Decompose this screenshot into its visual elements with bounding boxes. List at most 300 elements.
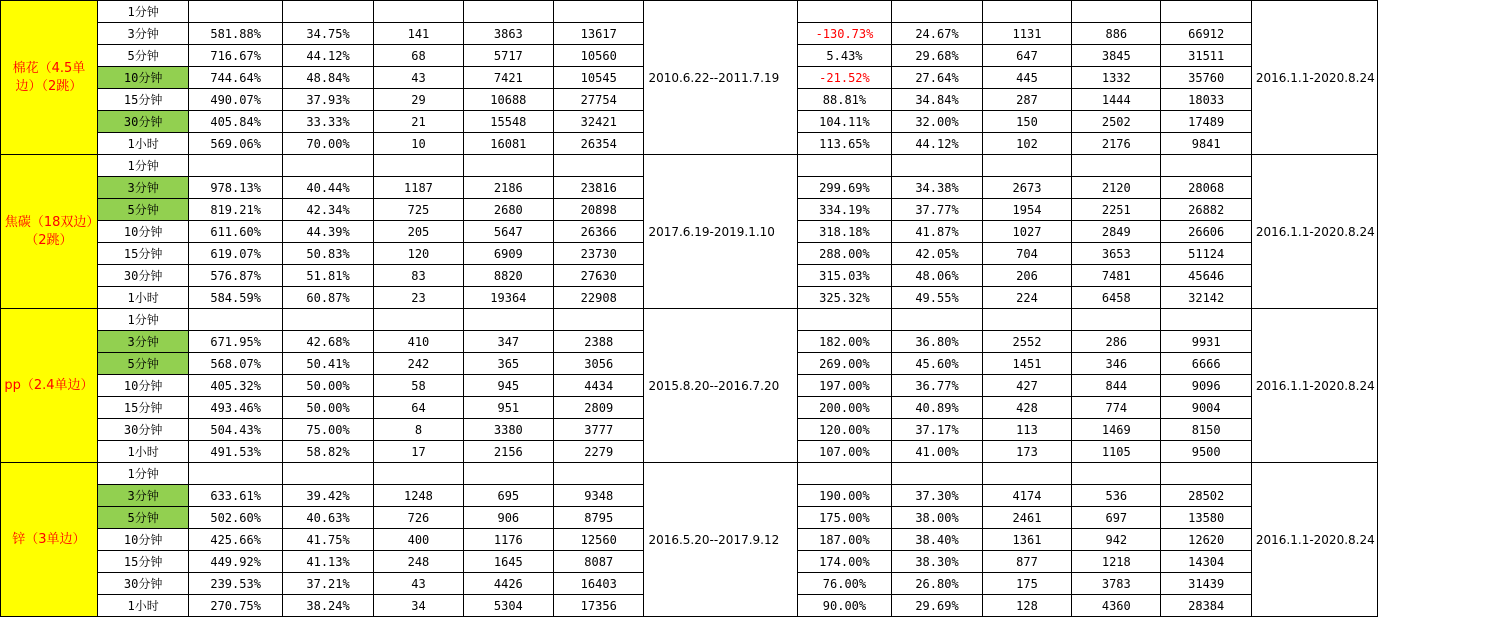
- instrument-name-cell[interactable]: 棉花（4.5单边）（2跳）: [1, 1, 98, 155]
- metric-a-cell[interactable]: 10545: [554, 67, 644, 89]
- metric-a-cell[interactable]: 22908: [554, 287, 644, 309]
- metric-b-cell[interactable]: 14304: [1161, 551, 1251, 573]
- metric-a-cell[interactable]: [463, 463, 553, 485]
- metric-b-cell[interactable]: 76.00%: [797, 573, 891, 595]
- metric-a-cell[interactable]: [374, 309, 463, 331]
- metric-a-cell[interactable]: 619.07%: [189, 243, 282, 265]
- metric-a-cell[interactable]: 83: [374, 265, 463, 287]
- metric-b-cell[interactable]: [982, 155, 1071, 177]
- metric-b-cell[interactable]: 9931: [1161, 331, 1251, 353]
- metric-a-cell[interactable]: 906: [463, 507, 553, 529]
- metric-b-cell[interactable]: 9500: [1161, 441, 1251, 463]
- metric-a-cell[interactable]: 493.46%: [189, 397, 282, 419]
- metric-a-cell[interactable]: 40.44%: [282, 177, 373, 199]
- metric-b-cell[interactable]: [1161, 155, 1251, 177]
- metric-b-cell[interactable]: 2849: [1072, 221, 1161, 243]
- metric-b-cell[interactable]: 31511: [1161, 45, 1251, 67]
- metric-b-cell[interactable]: 4174: [982, 485, 1071, 507]
- instrument-name-cell[interactable]: pp（2.4单边）: [1, 309, 98, 463]
- metric-a-cell[interactable]: 248: [374, 551, 463, 573]
- metric-b-cell[interactable]: 28384: [1161, 595, 1251, 617]
- metric-a-cell[interactable]: 23: [374, 287, 463, 309]
- metric-b-cell[interactable]: 42.05%: [892, 243, 983, 265]
- metric-a-cell[interactable]: 29: [374, 89, 463, 111]
- timeframe-cell[interactable]: 15分钟: [97, 243, 189, 265]
- metric-b-cell[interactable]: [1072, 155, 1161, 177]
- metric-a-cell[interactable]: 239.53%: [189, 573, 282, 595]
- metric-a-cell[interactable]: 10560: [554, 45, 644, 67]
- metric-b-cell[interactable]: [982, 309, 1071, 331]
- metric-b-cell[interactable]: 66912: [1161, 23, 1251, 45]
- metric-b-cell[interactable]: 38.40%: [892, 529, 983, 551]
- metric-b-cell[interactable]: 428: [982, 397, 1071, 419]
- metric-b-cell[interactable]: 325.32%: [797, 287, 891, 309]
- metric-a-cell[interactable]: 23730: [554, 243, 644, 265]
- metric-a-cell[interactable]: 695: [463, 485, 553, 507]
- metric-a-cell[interactable]: 7421: [463, 67, 553, 89]
- period-a-cell[interactable]: 2017.6.19-2019.1.10: [644, 155, 797, 309]
- metric-a-cell[interactable]: [282, 309, 373, 331]
- timeframe-cell[interactable]: 5分钟: [97, 353, 189, 375]
- metric-a-cell[interactable]: 819.21%: [189, 199, 282, 221]
- metric-b-cell[interactable]: -21.52%: [797, 67, 891, 89]
- metric-b-cell[interactable]: 40.89%: [892, 397, 983, 419]
- metric-b-cell[interactable]: 1451: [982, 353, 1071, 375]
- metric-a-cell[interactable]: [463, 1, 553, 23]
- metric-a-cell[interactable]: 744.64%: [189, 67, 282, 89]
- metric-b-cell[interactable]: 3845: [1072, 45, 1161, 67]
- metric-b-cell[interactable]: [1161, 309, 1251, 331]
- metric-b-cell[interactable]: [892, 1, 983, 23]
- metric-b-cell[interactable]: 7481: [1072, 265, 1161, 287]
- metric-a-cell[interactable]: 17356: [554, 595, 644, 617]
- metric-a-cell[interactable]: 64: [374, 397, 463, 419]
- metric-a-cell[interactable]: 33.33%: [282, 111, 373, 133]
- metric-a-cell[interactable]: 502.60%: [189, 507, 282, 529]
- metric-b-cell[interactable]: 9096: [1161, 375, 1251, 397]
- metric-a-cell[interactable]: 37.93%: [282, 89, 373, 111]
- metric-a-cell[interactable]: 1645: [463, 551, 553, 573]
- metric-a-cell[interactable]: 8: [374, 419, 463, 441]
- metric-a-cell[interactable]: 50.00%: [282, 397, 373, 419]
- metric-a-cell[interactable]: [189, 309, 282, 331]
- metric-a-cell[interactable]: 4434: [554, 375, 644, 397]
- metric-b-cell[interactable]: 41.00%: [892, 441, 983, 463]
- period-a-cell[interactable]: 2010.6.22--2011.7.19: [644, 1, 797, 155]
- metric-b-cell[interactable]: 31439: [1161, 573, 1251, 595]
- metric-a-cell[interactable]: 491.53%: [189, 441, 282, 463]
- metric-b-cell[interactable]: 27.64%: [892, 67, 983, 89]
- instrument-name-cell[interactable]: 焦碳（18双边）（2跳）: [1, 155, 98, 309]
- metric-b-cell[interactable]: 2251: [1072, 199, 1161, 221]
- metric-a-cell[interactable]: [282, 1, 373, 23]
- metric-a-cell[interactable]: 15548: [463, 111, 553, 133]
- timeframe-cell[interactable]: 10分钟: [97, 529, 189, 551]
- metric-a-cell[interactable]: 34.75%: [282, 23, 373, 45]
- metric-b-cell[interactable]: [797, 309, 891, 331]
- metric-b-cell[interactable]: 1105: [1072, 441, 1161, 463]
- metric-b-cell[interactable]: 1218: [1072, 551, 1161, 573]
- timeframe-cell[interactable]: 1小时: [97, 595, 189, 617]
- metric-b-cell[interactable]: 37.17%: [892, 419, 983, 441]
- metric-a-cell[interactable]: 141: [374, 23, 463, 45]
- metric-b-cell[interactable]: 697: [1072, 507, 1161, 529]
- metric-a-cell[interactable]: 43: [374, 573, 463, 595]
- timeframe-cell[interactable]: 3分钟: [97, 177, 189, 199]
- metric-b-cell[interactable]: 29.68%: [892, 45, 983, 67]
- metric-a-cell[interactable]: 40.63%: [282, 507, 373, 529]
- metric-a-cell[interactable]: 3380: [463, 419, 553, 441]
- metric-a-cell[interactable]: 37.21%: [282, 573, 373, 595]
- metric-a-cell[interactable]: 42.68%: [282, 331, 373, 353]
- metric-b-cell[interactable]: 1954: [982, 199, 1071, 221]
- metric-b-cell[interactable]: 48.06%: [892, 265, 983, 287]
- metric-a-cell[interactable]: 8820: [463, 265, 553, 287]
- instrument-name-cell[interactable]: 锌（3单边）: [1, 463, 98, 617]
- metric-b-cell[interactable]: 17489: [1161, 111, 1251, 133]
- metric-a-cell[interactable]: 41.75%: [282, 529, 373, 551]
- period-b-cell[interactable]: 2016.1.1-2020.8.24: [1251, 1, 1377, 155]
- metric-a-cell[interactable]: 716.67%: [189, 45, 282, 67]
- metric-a-cell[interactable]: 726: [374, 507, 463, 529]
- metric-a-cell[interactable]: 4426: [463, 573, 553, 595]
- metric-b-cell[interactable]: 37.77%: [892, 199, 983, 221]
- metric-b-cell[interactable]: 18033: [1161, 89, 1251, 111]
- timeframe-cell[interactable]: 5分钟: [97, 199, 189, 221]
- metric-a-cell[interactable]: 1176: [463, 529, 553, 551]
- metric-a-cell[interactable]: 405.84%: [189, 111, 282, 133]
- metric-a-cell[interactable]: 3056: [554, 353, 644, 375]
- metric-b-cell[interactable]: 1131: [982, 23, 1071, 45]
- metric-b-cell[interactable]: 1361: [982, 529, 1071, 551]
- metric-b-cell[interactable]: 175.00%: [797, 507, 891, 529]
- metric-b-cell[interactable]: 9841: [1161, 133, 1251, 155]
- metric-a-cell[interactable]: 5647: [463, 221, 553, 243]
- metric-b-cell[interactable]: 2120: [1072, 177, 1161, 199]
- metric-a-cell[interactable]: 569.06%: [189, 133, 282, 155]
- metric-b-cell[interactable]: [1161, 463, 1251, 485]
- period-b-cell[interactable]: 2016.1.1-2020.8.24: [1251, 309, 1377, 463]
- metric-b-cell[interactable]: 9004: [1161, 397, 1251, 419]
- metric-b-cell[interactable]: 2176: [1072, 133, 1161, 155]
- metric-a-cell[interactable]: 978.13%: [189, 177, 282, 199]
- metric-b-cell[interactable]: 32142: [1161, 287, 1251, 309]
- timeframe-cell[interactable]: 15分钟: [97, 551, 189, 573]
- metric-a-cell[interactable]: 44.12%: [282, 45, 373, 67]
- metric-b-cell[interactable]: 2552: [982, 331, 1071, 353]
- metric-a-cell[interactable]: 68: [374, 45, 463, 67]
- metric-a-cell[interactable]: 8087: [554, 551, 644, 573]
- metric-b-cell[interactable]: 318.18%: [797, 221, 891, 243]
- metric-b-cell[interactable]: 1332: [1072, 67, 1161, 89]
- metric-a-cell[interactable]: 242: [374, 353, 463, 375]
- metric-b-cell[interactable]: 26882: [1161, 199, 1251, 221]
- timeframe-cell[interactable]: 15分钟: [97, 397, 189, 419]
- metric-b-cell[interactable]: 32.00%: [892, 111, 983, 133]
- metric-a-cell[interactable]: 43: [374, 67, 463, 89]
- metric-b-cell[interactable]: 299.69%: [797, 177, 891, 199]
- metric-a-cell[interactable]: 671.95%: [189, 331, 282, 353]
- metric-a-cell[interactable]: 365: [463, 353, 553, 375]
- metric-a-cell[interactable]: 44.39%: [282, 221, 373, 243]
- metric-b-cell[interactable]: 190.00%: [797, 485, 891, 507]
- metric-a-cell[interactable]: 32421: [554, 111, 644, 133]
- metric-a-cell[interactable]: [463, 155, 553, 177]
- metric-a-cell[interactable]: 633.61%: [189, 485, 282, 507]
- metric-a-cell[interactable]: 568.07%: [189, 353, 282, 375]
- metric-a-cell[interactable]: 8795: [554, 507, 644, 529]
- metric-b-cell[interactable]: 445: [982, 67, 1071, 89]
- metric-b-cell[interactable]: 6458: [1072, 287, 1161, 309]
- metric-a-cell[interactable]: 16403: [554, 573, 644, 595]
- period-b-cell[interactable]: 2016.1.1-2020.8.24: [1251, 463, 1377, 617]
- metric-b-cell[interactable]: 34.38%: [892, 177, 983, 199]
- metric-a-cell[interactable]: [374, 463, 463, 485]
- metric-b-cell[interactable]: [892, 309, 983, 331]
- timeframe-cell[interactable]: 15分钟: [97, 89, 189, 111]
- metric-a-cell[interactable]: 10: [374, 133, 463, 155]
- metric-b-cell[interactable]: 427: [982, 375, 1071, 397]
- timeframe-cell[interactable]: 10分钟: [97, 375, 189, 397]
- metric-b-cell[interactable]: 3783: [1072, 573, 1161, 595]
- metric-a-cell[interactable]: 5717: [463, 45, 553, 67]
- metric-a-cell[interactable]: 13617: [554, 23, 644, 45]
- metric-b-cell[interactable]: 150: [982, 111, 1071, 133]
- metric-a-cell[interactable]: 16081: [463, 133, 553, 155]
- metric-b-cell[interactable]: 128: [982, 595, 1071, 617]
- metric-b-cell[interactable]: 334.19%: [797, 199, 891, 221]
- metric-b-cell[interactable]: 28068: [1161, 177, 1251, 199]
- metric-b-cell[interactable]: 12620: [1161, 529, 1251, 551]
- timeframe-cell[interactable]: 5分钟: [97, 45, 189, 67]
- metric-a-cell[interactable]: 581.88%: [189, 23, 282, 45]
- timeframe-cell[interactable]: 30分钟: [97, 265, 189, 287]
- metric-b-cell[interactable]: 287: [982, 89, 1071, 111]
- metric-a-cell[interactable]: 270.75%: [189, 595, 282, 617]
- metric-b-cell[interactable]: 536: [1072, 485, 1161, 507]
- metric-a-cell[interactable]: [282, 463, 373, 485]
- metric-a-cell[interactable]: 70.00%: [282, 133, 373, 155]
- metric-a-cell[interactable]: 120: [374, 243, 463, 265]
- metric-a-cell[interactable]: 405.32%: [189, 375, 282, 397]
- metric-b-cell[interactable]: 26.80%: [892, 573, 983, 595]
- metric-b-cell[interactable]: [892, 155, 983, 177]
- metric-a-cell[interactable]: 205: [374, 221, 463, 243]
- metric-b-cell[interactable]: 36.80%: [892, 331, 983, 353]
- metric-b-cell[interactable]: [1072, 463, 1161, 485]
- metric-a-cell[interactable]: [554, 1, 644, 23]
- metric-b-cell[interactable]: 346: [1072, 353, 1161, 375]
- metric-a-cell[interactable]: [554, 463, 644, 485]
- metric-b-cell[interactable]: 35760: [1161, 67, 1251, 89]
- metric-b-cell[interactable]: [982, 463, 1071, 485]
- metric-a-cell[interactable]: 26366: [554, 221, 644, 243]
- metric-b-cell[interactable]: 8150: [1161, 419, 1251, 441]
- timeframe-cell[interactable]: 1分钟: [97, 1, 189, 23]
- timeframe-cell[interactable]: 3分钟: [97, 485, 189, 507]
- metric-a-cell[interactable]: 576.87%: [189, 265, 282, 287]
- metric-a-cell[interactable]: 17: [374, 441, 463, 463]
- timeframe-cell[interactable]: 30分钟: [97, 419, 189, 441]
- metric-b-cell[interactable]: 120.00%: [797, 419, 891, 441]
- metric-a-cell[interactable]: [554, 155, 644, 177]
- metric-b-cell[interactable]: [1161, 1, 1251, 23]
- metric-a-cell[interactable]: 400: [374, 529, 463, 551]
- metric-b-cell[interactable]: 34.84%: [892, 89, 983, 111]
- metric-b-cell[interactable]: 173: [982, 441, 1071, 463]
- metric-a-cell[interactable]: 21: [374, 111, 463, 133]
- metric-b-cell[interactable]: 113: [982, 419, 1071, 441]
- metric-b-cell[interactable]: 197.00%: [797, 375, 891, 397]
- metric-a-cell[interactable]: 2680: [463, 199, 553, 221]
- metric-b-cell[interactable]: 200.00%: [797, 397, 891, 419]
- metric-a-cell[interactable]: [282, 155, 373, 177]
- metric-a-cell[interactable]: 725: [374, 199, 463, 221]
- metric-a-cell[interactable]: 2156: [463, 441, 553, 463]
- metric-b-cell[interactable]: 942: [1072, 529, 1161, 551]
- metric-b-cell[interactable]: 3653: [1072, 243, 1161, 265]
- timeframe-cell[interactable]: 1小时: [97, 133, 189, 155]
- metric-a-cell[interactable]: 75.00%: [282, 419, 373, 441]
- metric-b-cell[interactable]: 24.67%: [892, 23, 983, 45]
- metric-a-cell[interactable]: 10688: [463, 89, 553, 111]
- metric-a-cell[interactable]: 611.60%: [189, 221, 282, 243]
- metric-a-cell[interactable]: 1187: [374, 177, 463, 199]
- metric-b-cell[interactable]: 29.69%: [892, 595, 983, 617]
- metric-b-cell[interactable]: 286: [1072, 331, 1161, 353]
- metric-b-cell[interactable]: 38.30%: [892, 551, 983, 573]
- metric-a-cell[interactable]: 39.42%: [282, 485, 373, 507]
- timeframe-cell[interactable]: 10分钟: [97, 67, 189, 89]
- metric-a-cell[interactable]: 60.87%: [282, 287, 373, 309]
- metric-a-cell[interactable]: 3777: [554, 419, 644, 441]
- timeframe-cell[interactable]: 1小时: [97, 441, 189, 463]
- metric-a-cell[interactable]: 2186: [463, 177, 553, 199]
- metric-a-cell[interactable]: 27754: [554, 89, 644, 111]
- metric-b-cell[interactable]: 90.00%: [797, 595, 891, 617]
- metric-b-cell[interactable]: [797, 463, 891, 485]
- metric-a-cell[interactable]: 2279: [554, 441, 644, 463]
- timeframe-cell[interactable]: 10分钟: [97, 221, 189, 243]
- metric-b-cell[interactable]: 174.00%: [797, 551, 891, 573]
- metric-a-cell[interactable]: 347: [463, 331, 553, 353]
- metric-a-cell[interactable]: 41.13%: [282, 551, 373, 573]
- timeframe-cell[interactable]: 1小时: [97, 287, 189, 309]
- metric-a-cell[interactable]: [374, 155, 463, 177]
- metric-a-cell[interactable]: 50.83%: [282, 243, 373, 265]
- metric-b-cell[interactable]: 38.00%: [892, 507, 983, 529]
- metric-b-cell[interactable]: 187.00%: [797, 529, 891, 551]
- metric-b-cell[interactable]: -130.73%: [797, 23, 891, 45]
- metric-a-cell[interactable]: [554, 309, 644, 331]
- metric-b-cell[interactable]: 647: [982, 45, 1071, 67]
- metric-a-cell[interactable]: [374, 1, 463, 23]
- metric-b-cell[interactable]: 4360: [1072, 595, 1161, 617]
- metric-a-cell[interactable]: 42.34%: [282, 199, 373, 221]
- metric-a-cell[interactable]: 58: [374, 375, 463, 397]
- metric-a-cell[interactable]: [189, 155, 282, 177]
- metric-a-cell[interactable]: 6909: [463, 243, 553, 265]
- metric-a-cell[interactable]: 5304: [463, 595, 553, 617]
- metric-a-cell[interactable]: 23816: [554, 177, 644, 199]
- metric-b-cell[interactable]: [892, 463, 983, 485]
- metric-a-cell[interactable]: [463, 309, 553, 331]
- metric-b-cell[interactable]: 45646: [1161, 265, 1251, 287]
- metric-b-cell[interactable]: 2673: [982, 177, 1071, 199]
- metric-a-cell[interactable]: 19364: [463, 287, 553, 309]
- metric-a-cell[interactable]: 584.59%: [189, 287, 282, 309]
- metric-b-cell[interactable]: 844: [1072, 375, 1161, 397]
- metric-a-cell[interactable]: 50.41%: [282, 353, 373, 375]
- metric-b-cell[interactable]: 41.87%: [892, 221, 983, 243]
- timeframe-cell[interactable]: 5分钟: [97, 507, 189, 529]
- metric-b-cell[interactable]: [797, 1, 891, 23]
- metric-b-cell[interactable]: [982, 1, 1071, 23]
- metric-b-cell[interactable]: 88.81%: [797, 89, 891, 111]
- metric-b-cell[interactable]: 269.00%: [797, 353, 891, 375]
- metric-b-cell[interactable]: 49.55%: [892, 287, 983, 309]
- period-b-cell[interactable]: 2016.1.1-2020.8.24: [1251, 155, 1377, 309]
- metric-b-cell[interactable]: 37.30%: [892, 485, 983, 507]
- metric-a-cell[interactable]: 951: [463, 397, 553, 419]
- metric-b-cell[interactable]: [1072, 1, 1161, 23]
- metric-a-cell[interactable]: [189, 463, 282, 485]
- metric-a-cell[interactable]: 3863: [463, 23, 553, 45]
- timeframe-cell[interactable]: 3分钟: [97, 23, 189, 45]
- metric-b-cell[interactable]: 206: [982, 265, 1071, 287]
- metric-b-cell[interactable]: 288.00%: [797, 243, 891, 265]
- timeframe-cell[interactable]: 1分钟: [97, 155, 189, 177]
- metric-a-cell[interactable]: 34: [374, 595, 463, 617]
- metric-b-cell[interactable]: 2461: [982, 507, 1071, 529]
- metric-b-cell[interactable]: 175: [982, 573, 1071, 595]
- metric-a-cell[interactable]: 2388: [554, 331, 644, 353]
- metric-a-cell[interactable]: 425.66%: [189, 529, 282, 551]
- metric-a-cell[interactable]: 945: [463, 375, 553, 397]
- timeframe-cell[interactable]: 1分钟: [97, 309, 189, 331]
- metric-b-cell[interactable]: 28502: [1161, 485, 1251, 507]
- metric-b-cell[interactable]: 886: [1072, 23, 1161, 45]
- metric-b-cell[interactable]: 26606: [1161, 221, 1251, 243]
- period-a-cell[interactable]: 2016.5.20--2017.9.12: [644, 463, 797, 617]
- metric-b-cell[interactable]: 877: [982, 551, 1071, 573]
- metric-a-cell[interactable]: 27630: [554, 265, 644, 287]
- metric-b-cell[interactable]: 224: [982, 287, 1071, 309]
- metric-b-cell[interactable]: [797, 155, 891, 177]
- metric-a-cell[interactable]: 26354: [554, 133, 644, 155]
- timeframe-cell[interactable]: 3分钟: [97, 331, 189, 353]
- metric-b-cell[interactable]: 315.03%: [797, 265, 891, 287]
- metric-b-cell[interactable]: 13580: [1161, 507, 1251, 529]
- metric-b-cell[interactable]: 102: [982, 133, 1071, 155]
- metric-b-cell[interactable]: 6666: [1161, 353, 1251, 375]
- metric-b-cell[interactable]: [1072, 309, 1161, 331]
- timeframe-cell[interactable]: 1分钟: [97, 463, 189, 485]
- metric-b-cell[interactable]: 36.77%: [892, 375, 983, 397]
- metric-a-cell[interactable]: 51.81%: [282, 265, 373, 287]
- metric-b-cell[interactable]: 5.43%: [797, 45, 891, 67]
- period-a-cell[interactable]: 2015.8.20--2016.7.20: [644, 309, 797, 463]
- metric-a-cell[interactable]: 449.92%: [189, 551, 282, 573]
- metric-a-cell[interactable]: 9348: [554, 485, 644, 507]
- metric-b-cell[interactable]: 182.00%: [797, 331, 891, 353]
- metric-b-cell[interactable]: 1027: [982, 221, 1071, 243]
- metric-b-cell[interactable]: 44.12%: [892, 133, 983, 155]
- metric-a-cell[interactable]: 58.82%: [282, 441, 373, 463]
- metric-b-cell[interactable]: 104.11%: [797, 111, 891, 133]
- metric-a-cell[interactable]: 50.00%: [282, 375, 373, 397]
- metric-b-cell[interactable]: 774: [1072, 397, 1161, 419]
